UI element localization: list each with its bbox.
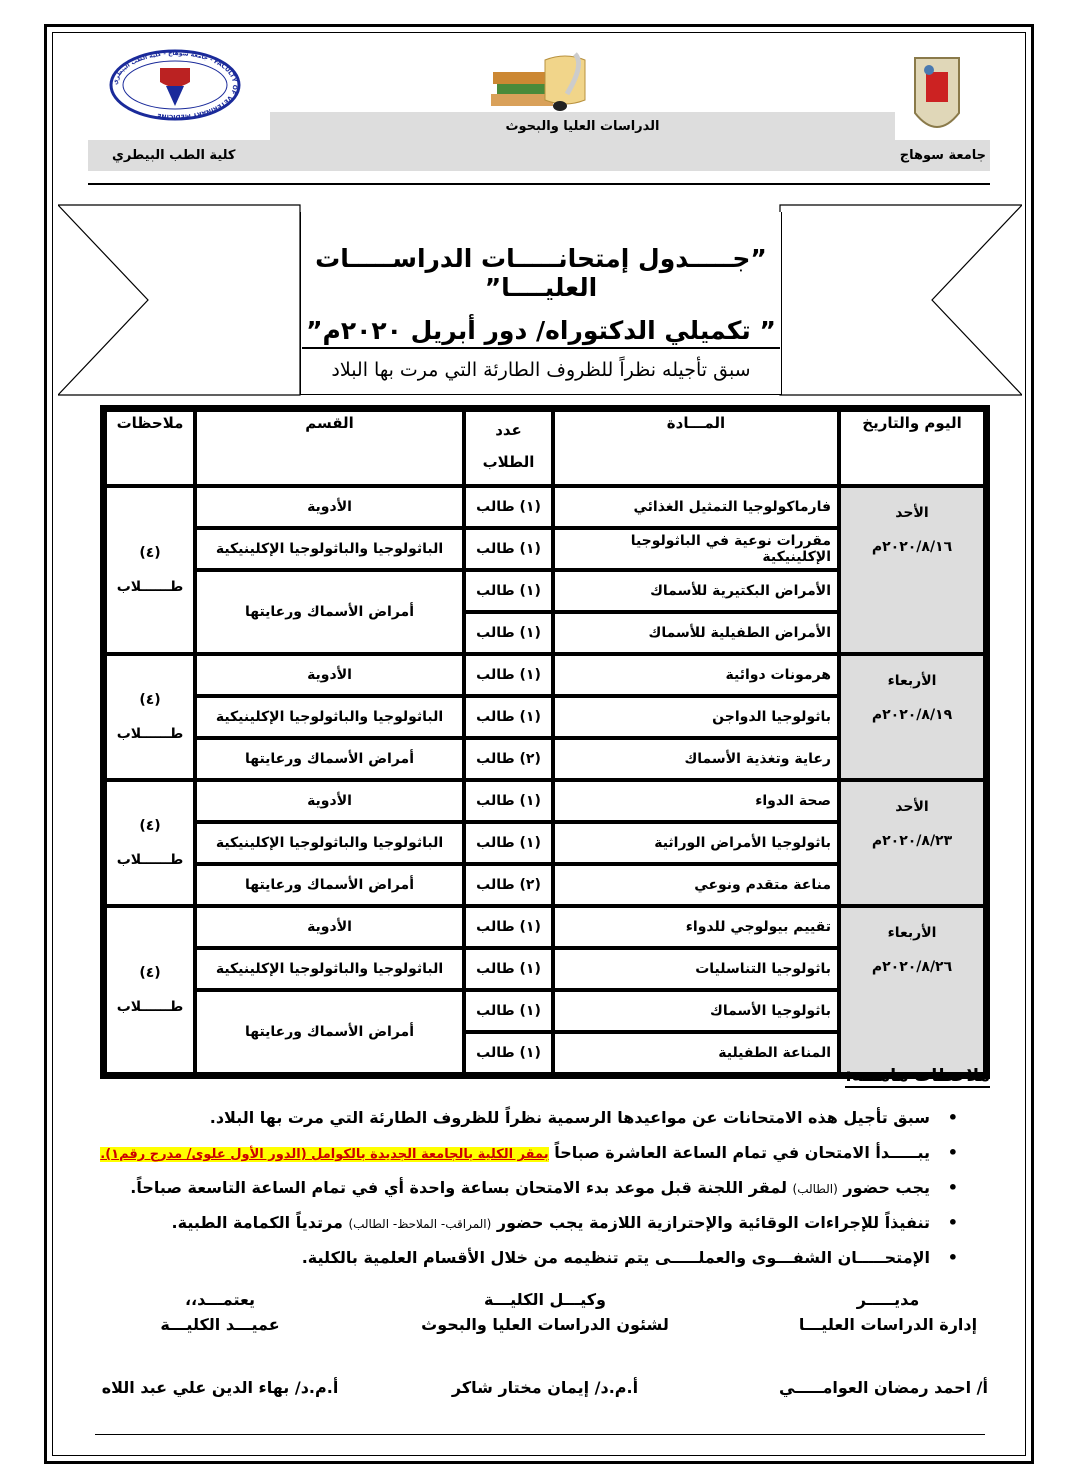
- total-students: (٤): [139, 965, 161, 981]
- notes-heading: ملاحظات هامـــة:: [845, 1066, 990, 1086]
- subject-cell: الأمراض البكتيرية للأسماك: [555, 572, 837, 610]
- note-text: سبق تأجيل هذه الامتحانات عن مواعيدها الرسمية نظراً للظروف الطارئة التي مرت بها البلاد.: [209, 1108, 930, 1127]
- notes-list: [80, 1100, 930, 1275]
- subject-cell: رعاية وتغذية الأسماك: [555, 740, 837, 778]
- subject-cell: تقييم بيولوجي للدواء: [555, 908, 837, 946]
- department-cell: الأدوية: [197, 488, 462, 526]
- note-item: [80, 1100, 930, 1135]
- signature-name: أ.م.د/ إيمان مختار شاكر: [451, 1378, 639, 1397]
- table-row: [107, 782, 983, 820]
- day-name: الأحد: [895, 799, 929, 815]
- department-cell: أمراض الأسماك ورعايتها: [197, 992, 462, 1072]
- faculty-logo-lettering: جامعة سوهاج - كلية الطب البيطري - FACULTY OF VETERINARY MEDICINE: [111, 49, 239, 121]
- exam-date: ٢٠٢٠/٨/٢٦م: [871, 959, 953, 975]
- header-date: اليوم والتاريخ: [841, 412, 983, 484]
- total-students: (٤): [139, 818, 161, 834]
- students-label: طــــــلاب: [116, 852, 184, 868]
- table-header-row: [107, 412, 983, 484]
- students-label: طــــــلاب: [116, 579, 184, 595]
- note-text: يبـــــدأ الامتحان في تمام الساعة العاشرة صباحاً: [554, 1143, 930, 1162]
- table-row: [107, 908, 983, 946]
- department-cell: الباثولوجيا والباثولوجيا الإكلينيكية: [197, 824, 462, 862]
- faculty-name: كلية الطب البيطري: [112, 148, 236, 163]
- header-count: عدد الطلاب: [466, 412, 551, 484]
- student-count-cell: (١) طالب: [466, 698, 551, 736]
- signature-title: لشئون الدراسات العليا والبحوث: [421, 1315, 669, 1334]
- books-scroll-icon: [485, 50, 605, 115]
- students-label: طــــــلاب: [116, 999, 184, 1015]
- university-logo: [912, 52, 962, 140]
- department-cell: الأدوية: [197, 656, 462, 694]
- page-title: ”جـــــدول إمتحانـــــات الدراســـــات العليــــا”: [315, 244, 767, 302]
- signature-title: يعتمـــد،،: [184, 1290, 256, 1309]
- footer-divider: [95, 1434, 985, 1435]
- total-students: (٤): [139, 545, 161, 561]
- header-notes: ملاحظات: [107, 412, 193, 484]
- department-cell: الأدوية: [197, 908, 462, 946]
- subject-cell: صحة الدواء: [555, 782, 837, 820]
- student-count-cell: (١) طالب: [466, 1034, 551, 1072]
- header-divider: [88, 183, 990, 185]
- student-count-cell: (١) طالب: [466, 656, 551, 694]
- student-count-cell: (٢) طالب: [466, 866, 551, 904]
- date-cell: [841, 782, 983, 904]
- note-text: (المراقب- الملاحظ- الطالب): [348, 1217, 492, 1231]
- exam-date: ٢٠٢٠/٨/٢٣م: [871, 833, 953, 849]
- subject-cell: مقررات نوعية في الباثولوجيا الإكلينيكية: [555, 530, 837, 568]
- department-cell: الباثولوجيا والباثولوجيا الإكلينيكية: [197, 698, 462, 736]
- department-cell: الأدوية: [197, 782, 462, 820]
- student-count-cell: (١) طالب: [466, 488, 551, 526]
- subject-cell: باثولوجيا الأسماك: [555, 992, 837, 1030]
- note-text: الإمتحـــــان الشفـــوى والعملـــــى يتم تنظيمه من خلال الأقسام العلمية بالكلية.: [301, 1248, 930, 1267]
- page-subtitle: ” تكميلي الدكتوراه/ دور أبريل ٢٠٢٠م”: [302, 316, 780, 349]
- faculty-logo: [108, 48, 243, 123]
- title-box: [300, 212, 782, 395]
- signature-title: وكيـــل الكليـــة: [483, 1290, 606, 1309]
- subject-cell: المناعة الطفيلية: [555, 1034, 837, 1072]
- subject-cell: باثولوجيا التناسليات: [555, 950, 837, 988]
- student-count-cell: (١) طالب: [466, 992, 551, 1030]
- student-count-cell: (١) طالب: [466, 908, 551, 946]
- table-row: [107, 656, 983, 694]
- note-item: [80, 1240, 930, 1275]
- header-banner: [88, 140, 990, 171]
- postponement-note: سبق تأجيله نظراً للظروف الطارئة التي مرت بها البلاد: [331, 359, 751, 381]
- signature-vice-dean: [410, 1290, 680, 1397]
- note-text: يجب حضور: [843, 1178, 930, 1197]
- notes-cell: [107, 488, 193, 652]
- department-cell: أمراض الأسماك ورعايتها: [197, 740, 462, 778]
- signature-title: عميـــد الكليـــة: [160, 1315, 280, 1334]
- student-count-cell: (١) طالب: [466, 572, 551, 610]
- exam-date: ٢٠٢٠/٨/١٩م: [871, 707, 953, 723]
- students-label: طــــــلاب: [116, 726, 184, 742]
- total-students: (٤): [139, 692, 161, 708]
- student-count-cell: (١) طالب: [466, 824, 551, 862]
- header-dept: القسم: [197, 412, 462, 484]
- student-count-cell: (١) طالب: [466, 530, 551, 568]
- student-count-cell: (٢) طالب: [466, 740, 551, 778]
- header-subject: المـــادة: [555, 412, 837, 484]
- signature-title: إدارة الدراسات العليـــا: [798, 1315, 978, 1334]
- table-row: [107, 488, 983, 526]
- subject-cell: فارماكولوجيا التمثيل الغذائي: [555, 488, 837, 526]
- department-banner: الدراسات العليا والبحوث: [270, 112, 895, 142]
- subject-cell: مناعة متقدم ونوعي: [555, 866, 837, 904]
- note-text: مرتدياً الكمامة الطبية.: [171, 1213, 343, 1232]
- university-name: جامعة سوهاج: [899, 148, 986, 163]
- note-item: [80, 1170, 930, 1205]
- note-text: لمقر اللجنة قبل موعد بدء الامتحان بساعة واحدة أي في تمام الساعة التاسعة صباحاً.: [130, 1178, 787, 1197]
- department-cell: الباثولوجيا والباثولوجيا الإكلينيكية: [197, 530, 462, 568]
- day-name: الأربعاء: [887, 673, 937, 689]
- notes-cell: [107, 656, 193, 778]
- exam-date: ٢٠٢٠/٨/١٦م: [871, 539, 953, 555]
- day-name: الأربعاء: [887, 925, 937, 941]
- date-cell: [841, 488, 983, 652]
- department-cell: الباثولوجيا والباثولوجيا الإكلينيكية: [197, 950, 462, 988]
- note-item: [80, 1135, 930, 1170]
- note-text: تنفيذاً للإجراءات الوقائية والإحترازية اللازمة يجب حضور: [496, 1213, 930, 1232]
- department-cell: أمراض الأسماك ورعايتها: [197, 572, 462, 652]
- date-cell: [841, 908, 983, 1072]
- signature-name: أ/ احمد رمضان العوامـــــي: [778, 1378, 988, 1397]
- signature-dean: [90, 1290, 350, 1397]
- subject-cell: الأمراض الطفيلية للأسماك: [555, 614, 837, 652]
- signature-director: [778, 1290, 988, 1397]
- subject-cell: باثولوجيا الأمراض الوراثية: [555, 824, 837, 862]
- signature-title: مديـــــر: [856, 1290, 920, 1309]
- day-name: الأحد: [895, 505, 929, 521]
- subject-cell: باثولوجيا الدواجن: [555, 698, 837, 736]
- exam-schedule-table: [100, 405, 990, 1079]
- student-count-cell: (١) طالب: [466, 950, 551, 988]
- date-cell: [841, 656, 983, 778]
- department-cell: أمراض الأسماك ورعايتها: [197, 866, 462, 904]
- note-text: (الطالب): [792, 1182, 838, 1196]
- notes-cell: [107, 782, 193, 904]
- student-count-cell: (١) طالب: [466, 614, 551, 652]
- notes-cell: [107, 908, 193, 1072]
- signature-name: أ.م.د/ بهاء الدين علي عبد اللاه: [101, 1378, 339, 1397]
- student-count-cell: (١) طالب: [466, 782, 551, 820]
- exam-location-highlight: بمقر الكلية بالجامعة الجديدة بالكوامل (الدور الأول علوى/ مدرج رقم١).: [100, 1147, 549, 1162]
- note-item: [80, 1205, 930, 1240]
- subject-cell: هرمونات دوائية: [555, 656, 837, 694]
